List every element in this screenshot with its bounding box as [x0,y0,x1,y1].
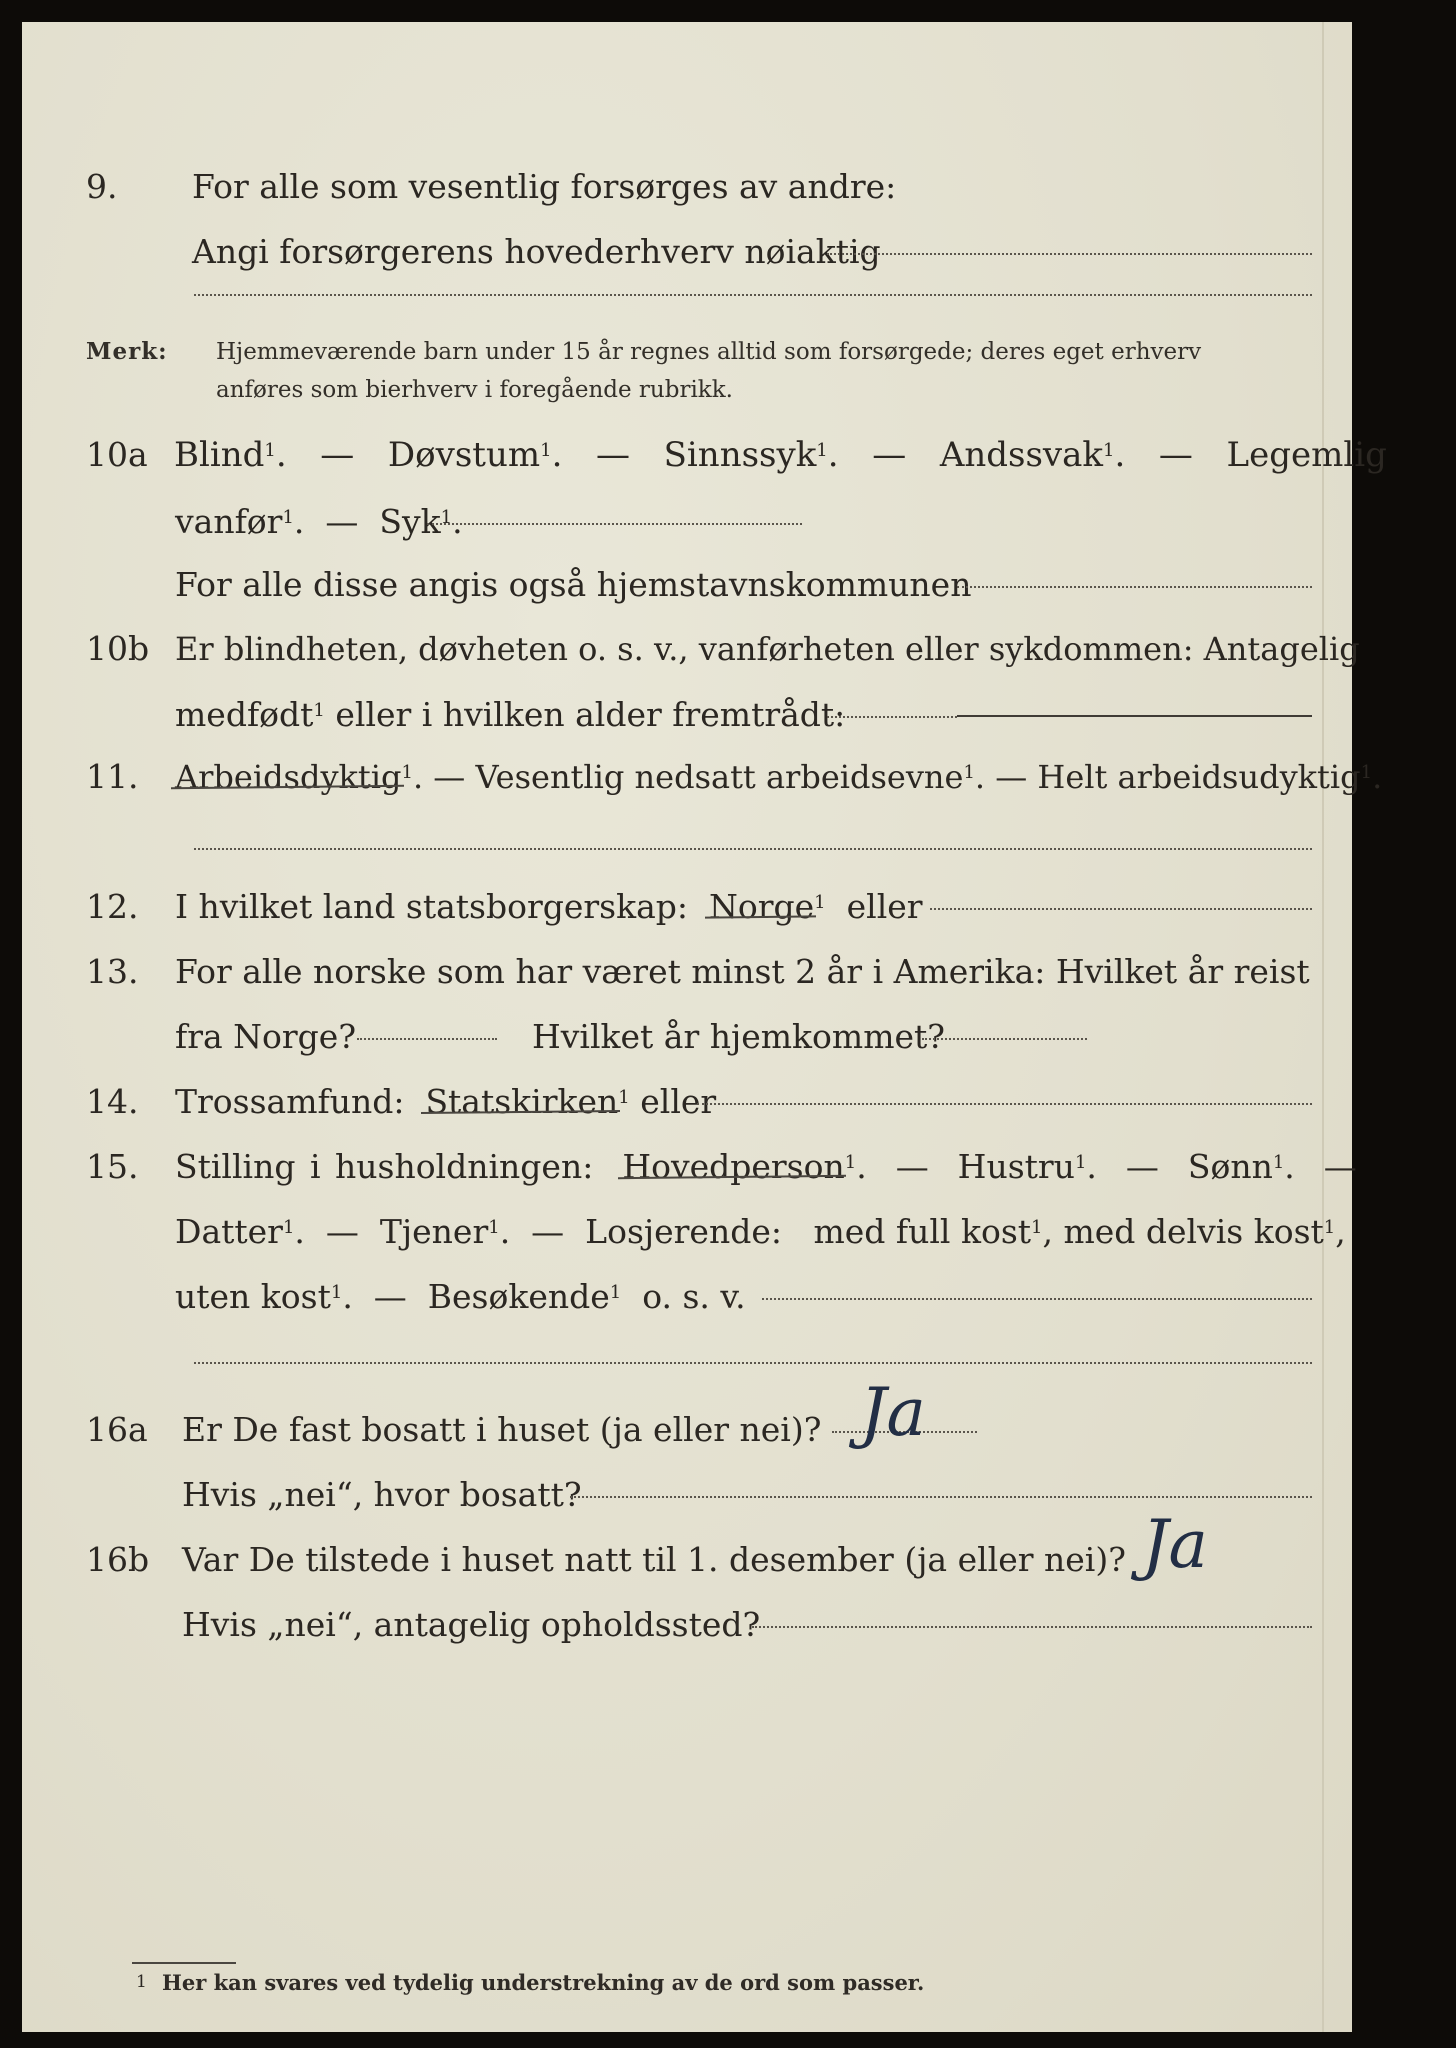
question-15-line-3 [22,1267,1352,1327]
question-text: Angi forsørgerens hovederhverv nøiaktig [192,232,881,271]
answer-line[interactable] [922,1038,1087,1040]
footnote-rule [132,1962,236,1964]
question-13-line-1 [22,942,1352,1002]
question-text: Var De tilstede i huset natt til 1. desember (ja eller nei)? [182,1540,1126,1579]
option-hustru[interactable]: Hustru [957,1147,1075,1186]
answer-line[interactable] [762,1298,1312,1300]
option-hovedperson[interactable]: Hovedperson [622,1147,845,1186]
question-15-line-2 [22,1202,1352,1262]
option-datter[interactable]: Datter [175,1212,283,1251]
handwritten-answer-16a[interactable]: Ja [860,1374,926,1451]
merk-label: Merk: [86,338,168,365]
question-text: Arbeidsdyktig$^1$. — Vesentlig nedsatt arbeidsevne$^1$. — Helt arbeidsudyktig$^1$. [175,758,1383,796]
question-number: 13. [86,952,139,991]
footnote-mark: 1 [136,1972,147,1992]
question-number: 16b [86,1540,150,1579]
question-12 [22,877,1352,937]
question-number: 14. [86,1082,139,1121]
option-arbeidsdyktig[interactable]: Arbeidsdyktig [175,758,402,796]
question-number: 12. [86,887,139,926]
option-tjener[interactable]: Tjener [379,1212,489,1251]
option-arbeidsudyktig[interactable]: Helt arbeidsudyktig [1037,758,1361,796]
footnote-text: Her kan svares ved tydelig understrekning av de ord som passer. [162,1970,925,1995]
question-text: Trossamfund: Statskirken$^1$ eller [175,1082,717,1121]
question-text: I hvilket land statsborgerskap: Norge$^1$ eller [175,887,923,926]
question-9-line-2 [22,222,1352,282]
option-syk[interactable]: Syk [379,502,441,541]
question-number: 16a [86,1410,148,1449]
option-vanfor[interactable]: vanfør [175,502,283,541]
answer-line[interactable] [752,1626,1312,1628]
question-text: For alle norske som har været minst 2 år i Amerika: Hvilket år reist [175,952,1310,991]
option-medfodt[interactable]: medfødt [175,695,314,734]
question-text: For alle disse angis også hjemstavnskommunen [175,565,972,604]
option-nedsatt-arbeidsevne[interactable]: Vesentlig nedsatt arbeidsevne [475,758,964,796]
option-blind[interactable]: Blind [174,435,265,475]
answer-line[interactable] [427,523,802,525]
option-sinnssyk[interactable]: Sinnssyk [663,435,817,475]
answer-line[interactable] [957,586,1312,588]
answer-line[interactable] [194,1362,1312,1364]
answer-line[interactable] [357,1038,497,1040]
census-form-page [22,22,1387,2032]
question-text: Er blindheten, døvheten o. s. v., vanførheten eller sykdommen: Antagelig [175,630,1360,668]
option-full-kost[interactable]: med full kost [813,1212,1032,1251]
question-text: vanfør$^1$. — Syk$^1$. [175,502,463,541]
answer-line[interactable] [827,716,957,718]
question-text: For alle som vesentlig forsørges av andre: [192,167,897,206]
option-delvis-kost[interactable]: med delvis kost [1063,1212,1324,1251]
answer-line[interactable] [194,294,1312,296]
question-number: 10a [86,435,148,474]
question-16a-line-1 [22,1400,1352,1460]
option-dovstum[interactable]: Døvstum [387,435,541,475]
option-andssvak[interactable]: Andssvak [939,435,1104,475]
question-text: medfødt$^1$ eller i hvilken alder fremtrådt: [175,695,846,734]
question-10a-line-3 [22,555,1352,615]
question-9-line-1 [22,157,1352,217]
question-16b-line-2 [22,1595,1352,1655]
merk-note [86,332,1326,372]
answer-line[interactable] [957,715,1312,717]
question-text: Hvis „nei“, antagelig opholdssted? [182,1605,761,1644]
question-10b-line-1 [22,619,1360,679]
question-11 [22,747,1383,807]
answer-line[interactable] [570,1496,1312,1498]
option-besokende[interactable]: Besøkende [427,1277,610,1316]
option-sonn[interactable]: Sønn [1187,1147,1273,1186]
question-number: 9. [86,167,118,206]
question-text: Hvilket år hjemkommet? [532,1017,945,1056]
option-norge[interactable]: Norge [709,887,815,926]
question-10a-line-1 [22,425,1387,485]
answer-line[interactable] [194,848,1312,850]
answer-line[interactable] [930,908,1312,910]
question-10a-line-2 [22,492,1352,552]
question-10b-line-2 [22,685,1352,745]
question-number: 15. [86,1147,139,1186]
question-number: 10b [86,629,150,668]
handwritten-answer-16b[interactable]: Ja [1142,1506,1208,1583]
question-text: fra Norge? [175,1017,357,1056]
merk-text-line-2: anføres som bierhverv i foregående rubrikk. [216,377,733,403]
question-text: uten kost$^1$. — Besøkende$^1$ o. s. v. [175,1277,746,1316]
option-uten-kost[interactable]: uten kost [175,1277,331,1316]
question-text: Er De fast bosatt i huset (ja eller nei)? [182,1410,822,1449]
answer-line[interactable] [827,253,1312,255]
question-text: Datter$^1$. — Tjener$^1$. — Losjerende: med full kost$^1$, med delvis kost$^1$, [175,1212,1346,1251]
question-text: Stilling i husholdningen: Hovedperson$^1$. — Hustru$^1$. — Sønn$^1$. — [175,1147,1357,1186]
question-13-line-2 [22,1007,1352,1067]
answer-line[interactable] [697,1103,1312,1105]
merk-text-line-1: Hjemmeværende barn under 15 år regnes alltid som forsørgede; deres eget erhverv [216,339,1202,365]
option-legemlig[interactable]: Legemlig [1226,435,1387,475]
question-number: 11. [86,757,139,796]
question-14 [22,1072,1352,1132]
question-text: Hvis „nei“, hvor bosatt? [182,1475,582,1514]
option-statskirken[interactable]: Statskirken [425,1082,619,1121]
question-15-line-1 [22,1137,1357,1197]
question-text: Blind$^1$. — Døvstum$^1$. — Sinnssyk$^1$. — Andssvak$^1$. — Legemlig [174,435,1387,475]
